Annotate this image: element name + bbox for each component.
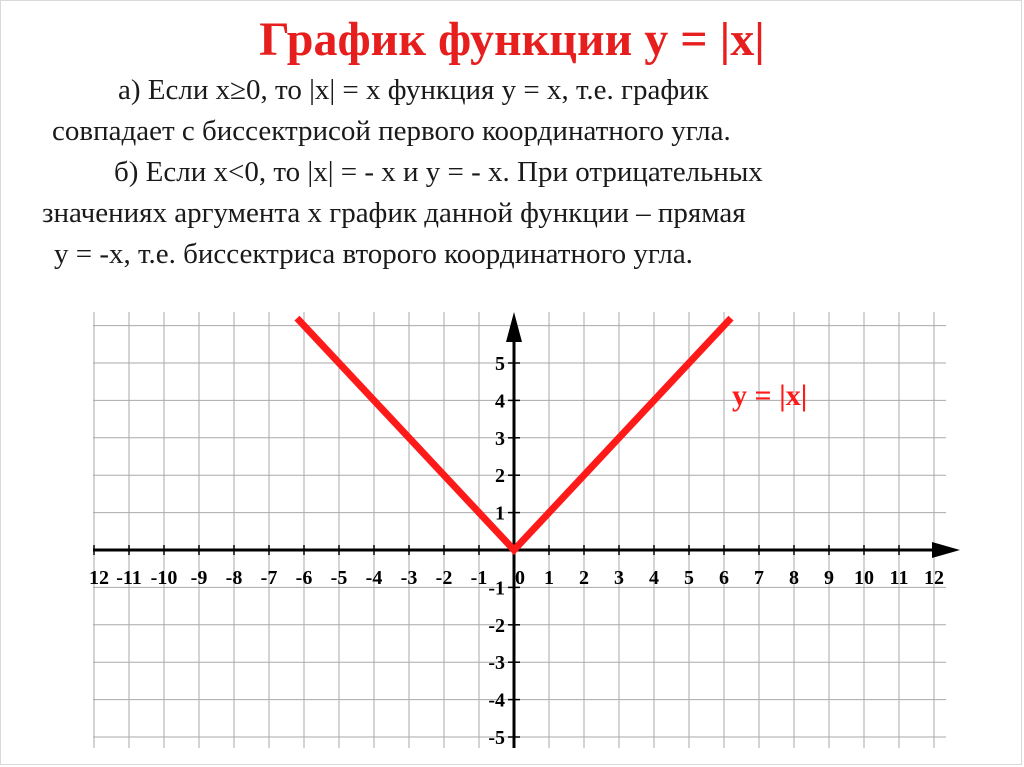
x-tick-label: -8 [225,567,243,589]
x-tick-label: -6 [295,567,313,589]
x-tick-label: 8 [789,567,799,589]
x-tick-label: -1 [470,567,488,589]
x-tick-label: 0 [515,567,525,589]
y-tick-label: 4 [495,390,505,413]
y-tick-label: -4 [488,689,505,712]
x-tick-label: 1 [544,567,554,589]
x-tick-label: 7 [754,567,764,589]
y-tick-label: -5 [488,727,505,749]
x-tick-label: 11 [889,567,909,589]
y-tick-label: 1 [495,502,505,525]
x-tick-label: -9 [190,567,208,589]
x-tick-label: 12 [89,567,109,589]
text-line-1: а) Если x≥0, то |x| = x функция y = x, т.е. график [118,74,709,106]
y-axis-arrow [506,312,522,342]
x-tick-label: -2 [435,567,453,589]
y-tick-label: 5 [495,353,505,375]
x-tick-label: -4 [365,567,383,589]
x-tick-label: -3 [400,567,418,589]
x-tick-label: 5 [684,567,694,589]
x-tick-label: 4 [649,567,659,589]
x-tick-label: 12 [924,567,944,589]
x-tick-label: -10 [150,567,178,589]
x-tick-label: 6 [719,567,729,589]
y-tick-label: 3 [495,427,505,450]
x-tick-label: 10 [854,567,874,589]
text-line-4: значениях аргумента x график данной функции – прямая [42,197,746,229]
x-tick-label: -5 [330,567,348,589]
x-tick-label: -11 [116,567,142,589]
x-tick-label: 3 [614,567,624,589]
y-tick-label: -2 [488,614,505,637]
x-tick-label: -7 [260,567,278,589]
text-line-3: б) Если x<0, то |x| = - x и y = - x. При отрицательных [114,156,763,188]
y-tick-label: 2 [495,465,505,488]
slide-title: График функции y = |x| [259,13,765,66]
text-line-2: совпадает с биссектрисой первого координатного угла. [52,115,731,147]
y-tick-label: -3 [488,652,505,675]
series-annotation-label: y = |x| [732,378,808,412]
y-tick-label: -1 [488,577,505,600]
x-tick-label: 2 [579,567,589,589]
x-axis-arrow [932,542,960,558]
text-line-5: y = -x, т.е. биссектриса второго координатного угла. [54,238,693,270]
x-tick-label: 9 [824,567,834,589]
axes [93,312,960,748]
grid [93,312,946,748]
